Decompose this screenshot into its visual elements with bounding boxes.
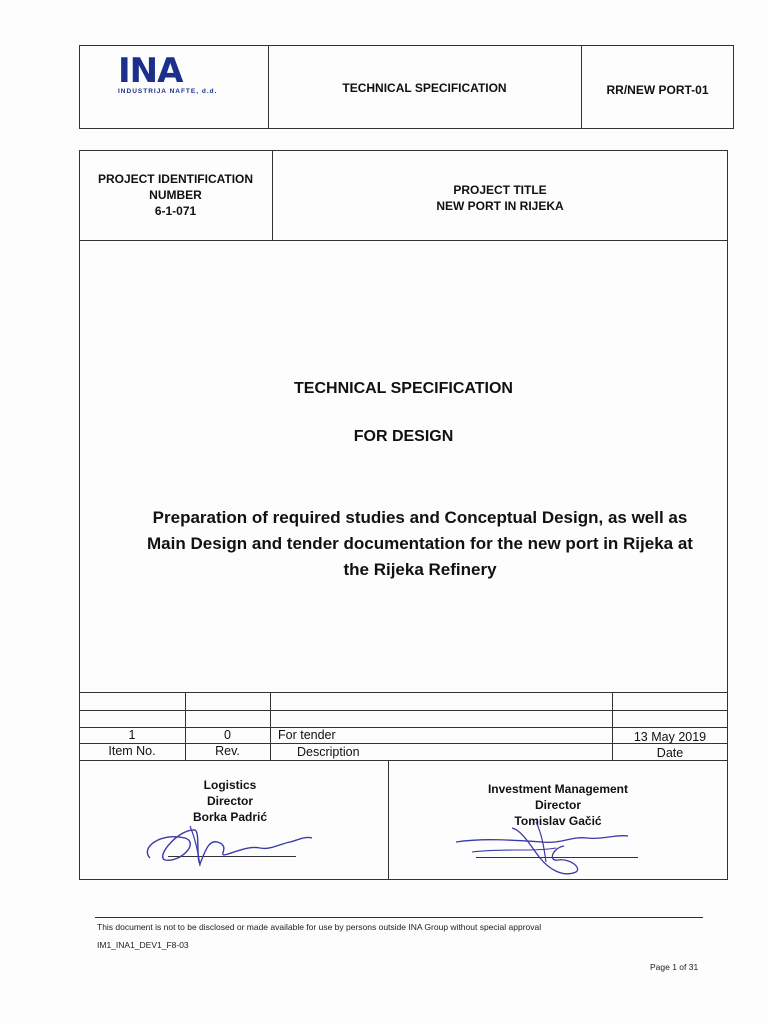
footer-form-code: IM1_INA1_DEV1_F8-03 <box>97 940 189 950</box>
doc-type: TECHNICAL SPECIFICATION <box>342 81 507 95</box>
signature-left-scribble <box>140 818 320 870</box>
logo-subtitle: INDUSTRIJA NAFTE, d.d. <box>118 88 218 95</box>
rev-table-top <box>79 692 728 693</box>
project-title-label: PROJECT TITLE <box>453 183 547 197</box>
signature-right-scribble <box>452 818 632 880</box>
project-title-block <box>272 182 728 214</box>
footer-rule <box>95 917 703 918</box>
doc-code: RR/NEW PORT-01 <box>606 83 709 97</box>
project-row-bottom <box>79 240 728 241</box>
rev-number: 0 <box>224 728 231 742</box>
signature-right-role: Director <box>534 798 581 812</box>
footer-notice: This document is not to be disclosed or made available for use by persons outside INA Group without special approval <box>97 922 542 932</box>
project-id-label-line1: PROJECT IDENTIFICATION <box>97 172 254 186</box>
footer-page-number: Page 1 of 31 <box>650 962 699 972</box>
signature-right-name: Tomislav Gačić <box>514 814 602 828</box>
rev-table-bottom <box>79 760 728 761</box>
project-title-value: NEW PORT IN RIJEKA <box>436 199 564 213</box>
project-id-label-line2: NUMBER <box>149 188 202 202</box>
main-subheading: FOR DESIGN <box>353 428 454 445</box>
rev-table-line-2 <box>79 710 728 711</box>
signature-left-department: Logistics <box>203 778 257 792</box>
logo-text: INA <box>118 51 183 91</box>
rev-item-no: 1 <box>128 728 136 742</box>
rev-description: For tender <box>278 728 336 742</box>
header-rev: Rev. <box>215 744 240 758</box>
signature-left-role: Director <box>206 794 253 808</box>
description-line-2: Main Design and tender documentation for the new port in Rijeka at <box>147 534 693 553</box>
ina-logo <box>118 51 228 96</box>
signature-right-department: Investment Management <box>487 782 629 796</box>
rev-col-divider-2 <box>270 692 271 760</box>
signature-left-name: Borka Padrić <box>192 810 268 824</box>
header-item-no: Item No. <box>108 744 156 758</box>
rev-date: 13 May 2019 <box>633 730 707 744</box>
header-description: Description <box>297 745 360 759</box>
main-heading: TECHNICAL SPECIFICATION <box>294 380 513 397</box>
signature-divider <box>388 760 389 880</box>
project-id-number: 6-1-071 <box>154 204 197 218</box>
project-id-label <box>79 171 272 219</box>
description-line-3: the Rijeka Refinery <box>343 560 497 579</box>
description-line-1: Preparation of required studies and Conceptual Design, as well as <box>152 508 688 527</box>
header-date: Date <box>656 746 684 760</box>
main-description <box>100 505 740 583</box>
